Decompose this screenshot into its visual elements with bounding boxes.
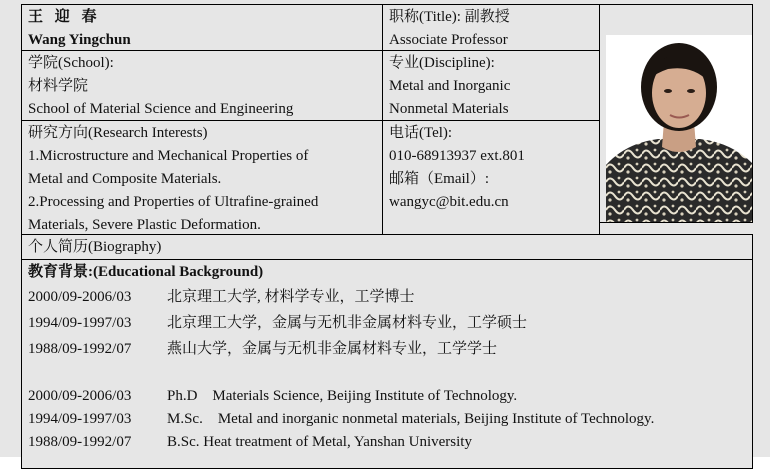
tel-value: 010-68913937 ext.801 [389,148,525,164]
email-link[interactable]: wangyc@bit.edu.cn [389,194,509,210]
title-cell [382,4,600,51]
education-detail: 北京理工大学，金属与无机非金属材料专业，工学硕士 [167,315,528,331]
research-line: 2.Processing and Properties of Ultrafine-grained [28,194,319,210]
contact-cell [382,120,600,235]
discipline-label: 专业(Discipline): [389,55,495,71]
education-date: 1988/09-1992/07 [28,434,132,450]
school-chinese: 材料学院 [28,78,89,94]
portrait-photo [606,35,752,223]
education-row-en [28,408,752,431]
education-heading: 教育背景:(Educational Background) [28,264,264,280]
school-cell [21,50,383,121]
research-line: 1.Microstructure and Mechanical Properties of [28,148,309,164]
biography-label: 个人简历(Biography) [28,239,162,255]
photo-cell [599,4,753,223]
education-date: 1994/09-1997/03 [28,315,132,331]
education-date: 1994/09-1997/03 [28,411,132,427]
research-line: Metal and Composite Materials. [28,171,222,187]
discipline-line-1: Metal and Inorganic [389,78,511,94]
biography-header [21,234,753,260]
education-detail: B.Sc. Heat treatment of Metal, Yanshan University [167,434,472,450]
education-date: 2000/09-2006/03 [28,388,132,404]
tel-label: 电话(Tel): [389,125,453,141]
title-label: 职称(Title): 副教授 [389,9,510,25]
school-label: 学院(School): [28,55,114,71]
education-date: 1988/09-1992/07 [28,341,132,357]
education-detail: 北京理工大学, 材料学专业，工学博士 [167,289,415,305]
email-label: 邮箱（Email）: [389,171,489,187]
spacer [28,361,752,385]
discipline-line-2: Nonmetal Materials [389,101,509,117]
research-cell [21,120,383,235]
name-cell [21,4,383,51]
education-row-en [28,431,752,454]
education-detail: 燕山大学，金属与无机非金属材料专业，工学学士 [167,341,498,357]
title-english: Associate Professor [389,32,508,48]
education-row-cn [28,312,752,335]
education-detail: Ph.D Materials Science, Beijing Institute of Technology. [167,388,518,404]
education-row-cn [28,286,752,309]
education-row-en [28,385,752,408]
name-chinese: 王 迎 春 [28,9,101,25]
name-english: Wang Yingchun [28,32,131,48]
education-section [21,259,753,469]
education-row-cn [28,338,752,361]
education-detail: M.Sc. Metal and inorganic nonmetal materials, Beijing Institute of Technology. [167,411,655,427]
research-label: 研究方向(Research Interests) [28,125,208,141]
discipline-cell [382,50,600,121]
research-line: Materials, Severe Plastic Deformation. [28,217,261,233]
education-date: 2000/09-2006/03 [28,289,132,305]
school-english: School of Material Science and Engineering [28,101,294,117]
